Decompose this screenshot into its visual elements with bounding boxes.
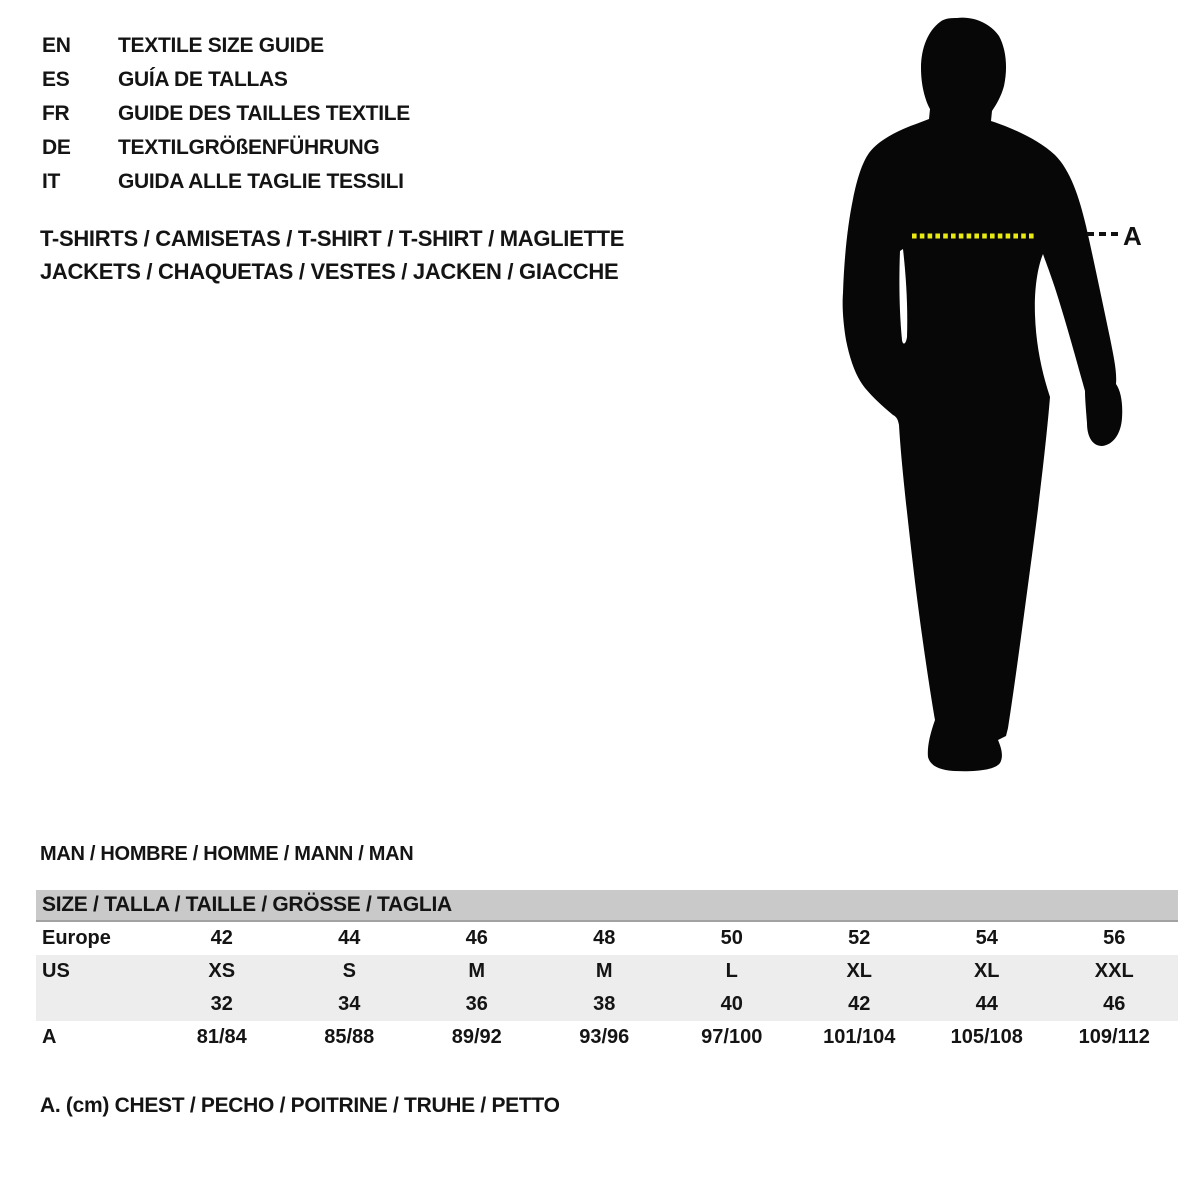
size-cell: 54 (975, 927, 998, 949)
size-cell: 36 (465, 993, 488, 1015)
size-cell: M (595, 960, 613, 982)
language-code: DE (42, 136, 71, 159)
size-cell: XL (973, 960, 1000, 982)
size-cell: 105/108 (950, 1026, 1023, 1048)
size-cell: 81/84 (196, 1026, 247, 1048)
language-title: GUIDE DES TAILLES TEXTILE (118, 102, 410, 125)
size-cell: 46 (1103, 993, 1126, 1015)
size-cell: 52 (848, 927, 871, 949)
forearm-torso-gap (899, 249, 907, 344)
size-cell: 97/100 (701, 1026, 763, 1048)
table-row-us-numeric (36, 988, 1178, 1021)
size-cell: 40 (720, 993, 743, 1015)
language-row (42, 165, 410, 199)
language-guide (42, 29, 410, 199)
language-code: EN (42, 34, 71, 57)
row-label: A (42, 1026, 57, 1048)
size-cell: 42 (210, 927, 233, 949)
category-line-tshirts: T-SHIRTS / CAMISETAS / T-SHIRT / T-SHIRT / MAGLIETTE (40, 226, 625, 251)
size-cell: 34 (338, 993, 361, 1015)
row-label: US (42, 960, 70, 982)
language-row (42, 97, 410, 131)
language-title: GUIDA ALLE TAGLIE TESSILI (118, 170, 404, 193)
measure-label: A (1123, 221, 1142, 251)
size-cell: L (725, 960, 738, 982)
language-title: TEXTILE SIZE GUIDE (118, 34, 324, 57)
language-row (42, 131, 410, 165)
size-table-header: SIZE / TALLA / TAILLE / GRÖSSE / TAGLIA (36, 890, 1178, 922)
size-cell: 48 (593, 927, 616, 949)
size-cell: 32 (210, 993, 233, 1015)
size-cell: 44 (338, 927, 361, 949)
row-label: Europe (42, 927, 111, 949)
size-cell: S (342, 960, 356, 982)
size-cell: 89/92 (451, 1026, 502, 1048)
category-line-jackets: JACKETS / CHAQUETAS / VESTES / JACKEN / GIACCHE (40, 259, 619, 284)
size-cell: 46 (465, 927, 488, 949)
language-title: TEXTILGRÖßENFÜHRUNG (118, 136, 380, 159)
size-cell: 101/104 (823, 1026, 896, 1048)
language-code: FR (42, 102, 70, 125)
footnote: A. (cm) CHEST / PECHO / POITRINE / TRUHE / PETTO (40, 1094, 560, 1117)
size-cell: XS (208, 960, 236, 982)
size-cell: 42 (848, 993, 871, 1015)
language-code: ES (42, 68, 70, 91)
size-cell: 38 (593, 993, 616, 1015)
language-row (42, 29, 410, 63)
size-cell: XXL (1094, 960, 1134, 982)
size-cell: M (468, 960, 486, 982)
man-silhouette (843, 18, 1123, 772)
table-row-us (36, 955, 1178, 988)
size-cell: 85/88 (324, 1026, 375, 1048)
size-cell: 93/96 (579, 1026, 630, 1048)
category-block (40, 222, 624, 288)
language-title: GUÍA DE TALLAS (118, 68, 288, 91)
size-cell: XL (846, 960, 873, 982)
language-code: IT (42, 170, 61, 193)
size-cell: 50 (720, 927, 743, 949)
size-cell: 56 (1103, 927, 1126, 949)
size-cell: 44 (975, 993, 998, 1015)
table-row-europe (36, 922, 1178, 955)
size-cell: 109/112 (1078, 1026, 1150, 1048)
section-title: MAN / HOMBRE / HOMME / MANN / MAN (40, 843, 414, 865)
language-row (42, 63, 410, 97)
size-table (36, 890, 1178, 1054)
table-row-chest (36, 1021, 1178, 1054)
